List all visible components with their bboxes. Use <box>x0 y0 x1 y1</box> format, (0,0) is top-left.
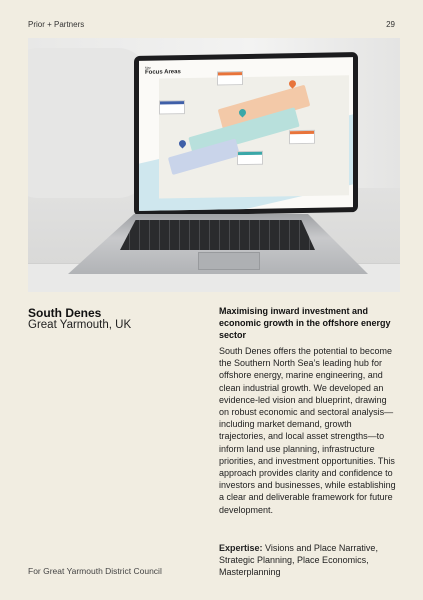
laptop-keyboard <box>120 220 315 250</box>
map-callout <box>217 71 243 85</box>
map-land <box>159 75 349 198</box>
client-credit: For Great Yarmouth District Council <box>28 566 162 576</box>
map-callout <box>237 151 263 165</box>
header-brand: Prior + Partners <box>28 20 85 29</box>
section-subheading: Maximising inward investment and economic growth in the offshore energy sector <box>219 306 391 340</box>
photo-background-chair <box>28 48 148 198</box>
laptop-trackpad <box>198 252 260 270</box>
screen-map-slide <box>139 57 353 211</box>
expertise-text: Visions and Place Narrative, Strategic Planning, Place Economics, Masterplanning <box>219 543 378 577</box>
project-photo <box>28 38 400 292</box>
expertise-label: Expertise: <box>219 543 263 553</box>
screen-small-label: Map <box>145 65 151 70</box>
body-paragraph: South Denes offers the potential to become the Southern North Sea’s leading hub for offshore energy, marine engineering, and clean industrial growth. We developed an evidence-led vision and blueprint, drawing on robust economic and sectoral analysis—including market demand, growth trajectories, and local asset strengths—to inform land use planning, infrastructure priorities, and investment opportunities. This approach provides clarity and confidence to investors and businesses, while establishing a clear and deliverable framework for future development. <box>219 346 396 515</box>
project-title: South Denes <box>28 306 102 320</box>
screen-title: Focus Areas <box>145 69 181 76</box>
project-location: Great Yarmouth, UK <box>28 319 132 331</box>
laptop-screen <box>134 52 358 216</box>
map-callout <box>289 130 315 144</box>
map-callout <box>159 100 185 114</box>
page-number: 29 <box>386 20 395 29</box>
expertise-block <box>219 542 399 578</box>
